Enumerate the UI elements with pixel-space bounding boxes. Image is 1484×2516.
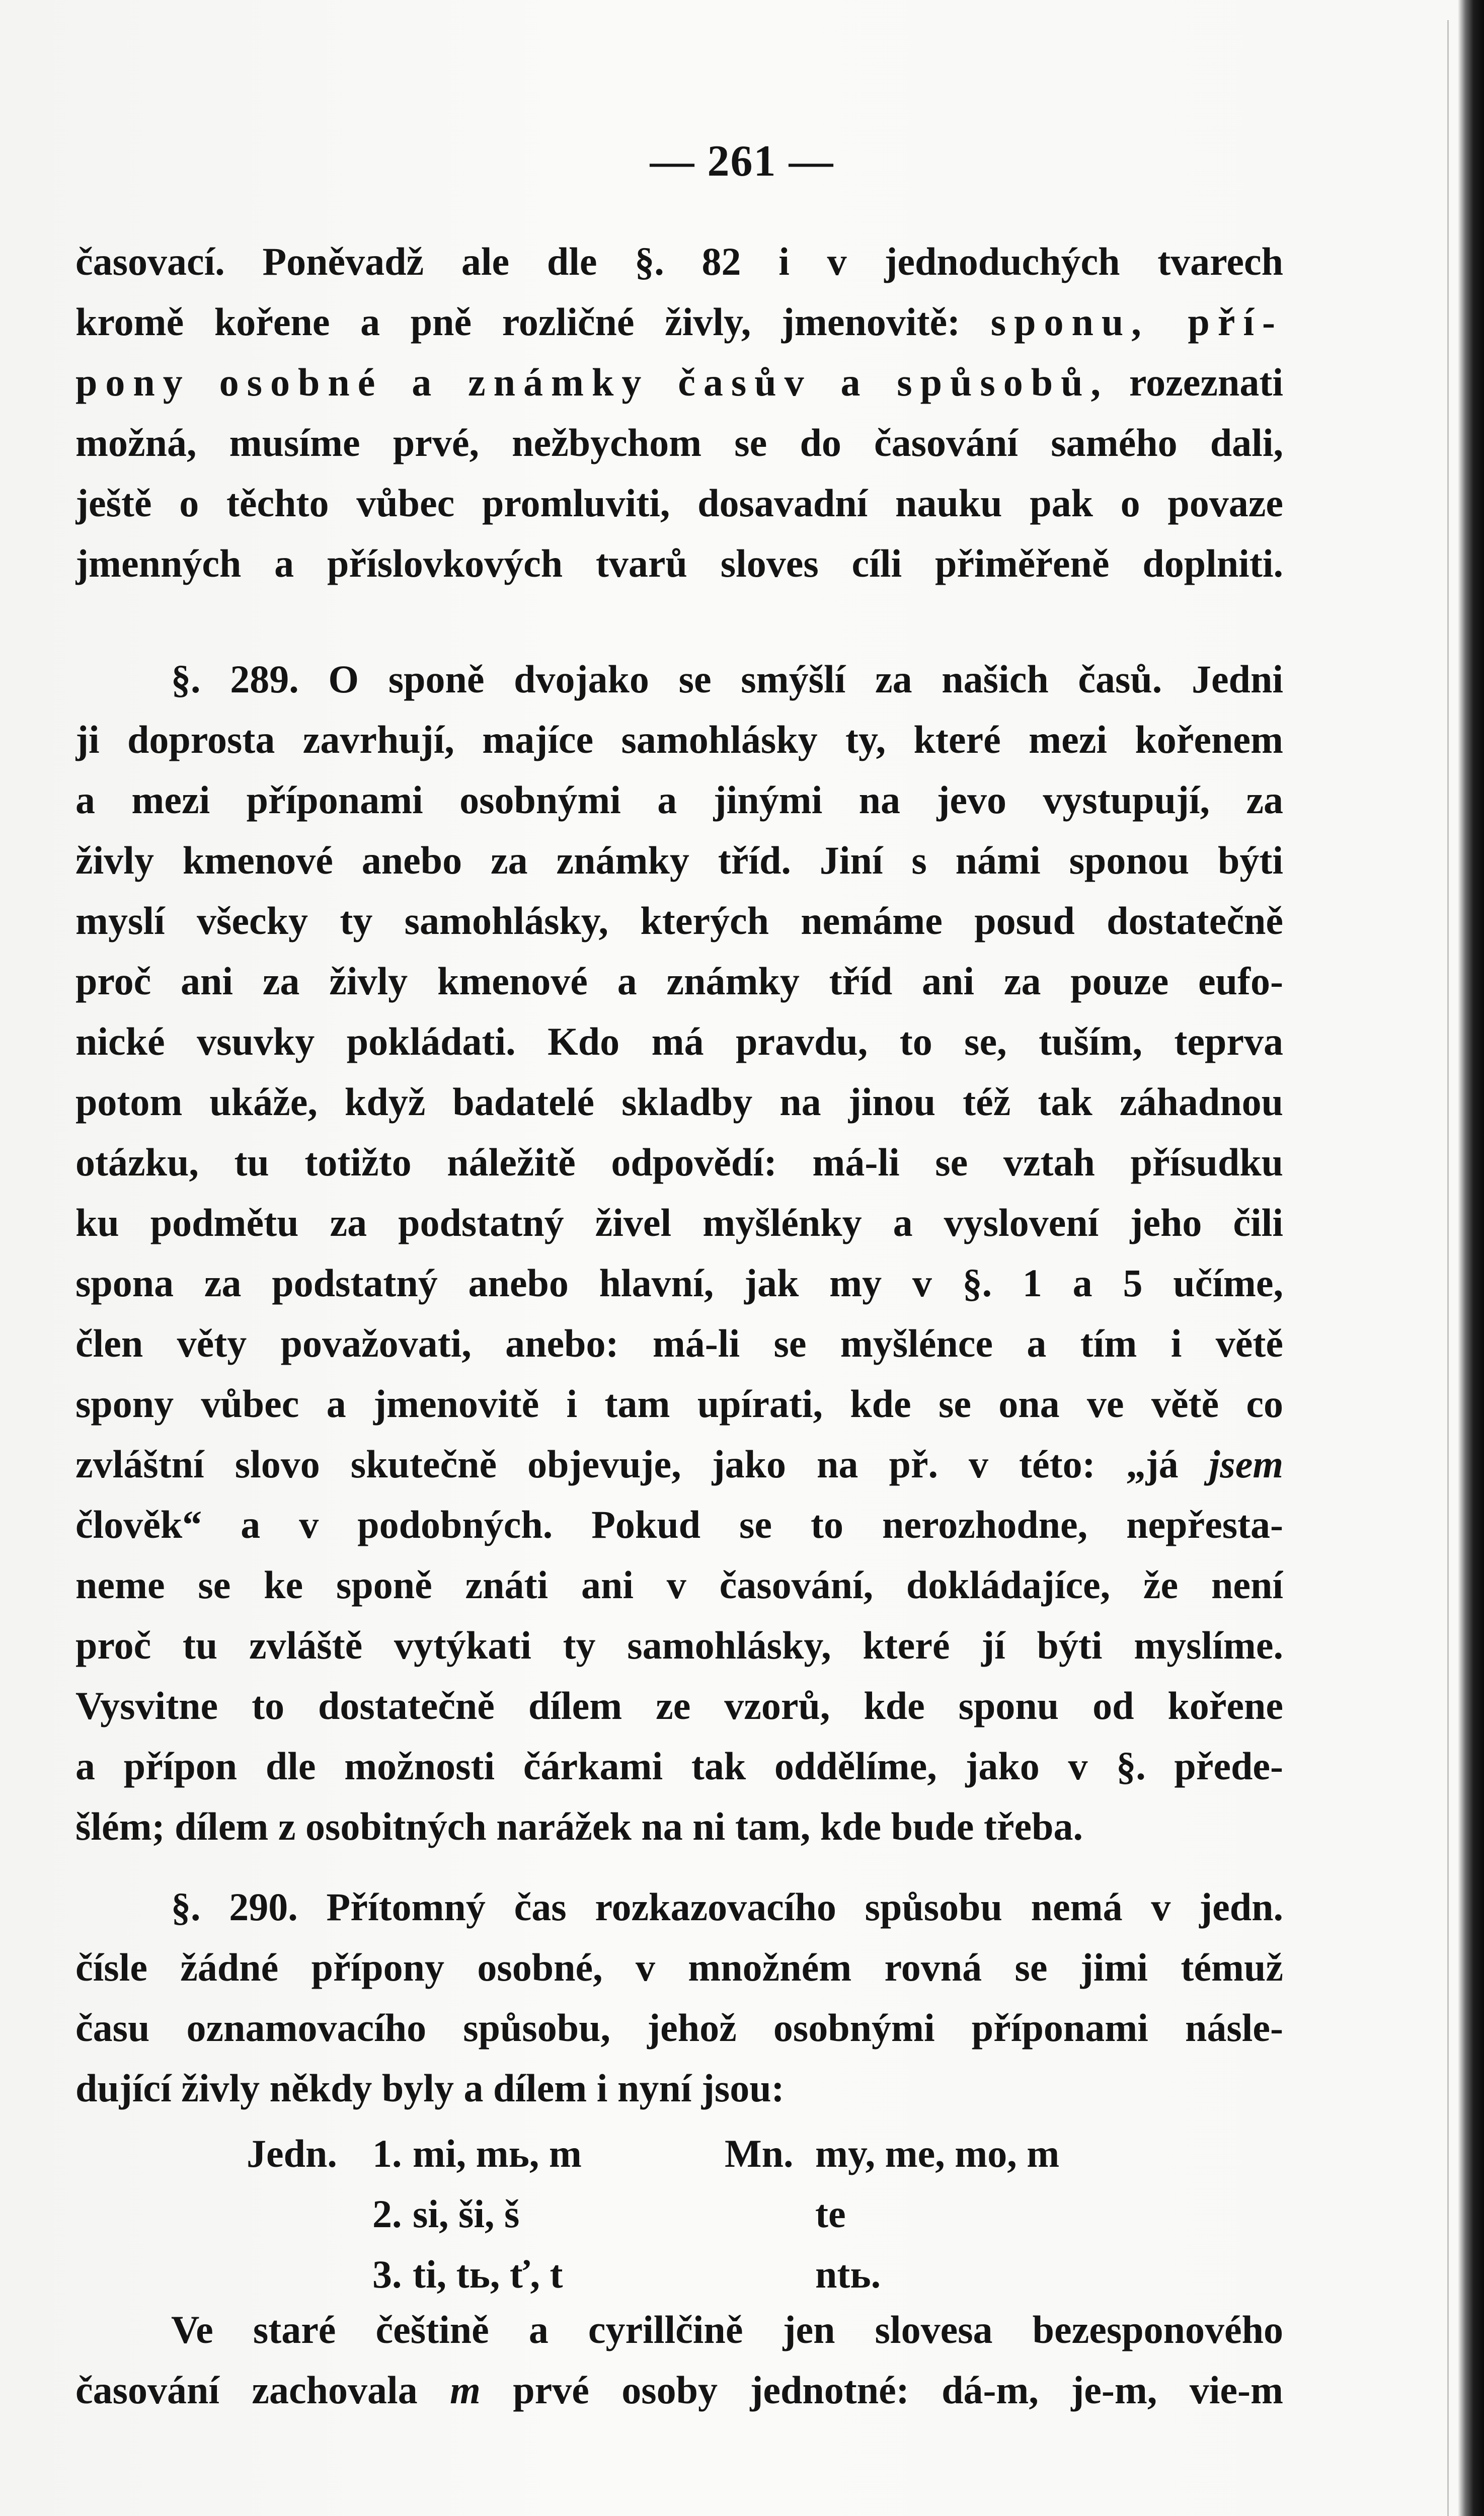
text-line: možná, musíme prvé, nežbychom se do časování samého dali, — [75, 421, 1283, 464]
text-line: času oznamovacího spůsobu, jehož osobnými příponami násle- — [75, 2006, 1283, 2050]
italic-letter: m — [450, 2368, 481, 2412]
singular-label: Jedn. — [247, 2132, 337, 2175]
text-fragment: rozeznati — [1109, 360, 1283, 404]
text-line: ještě o těchto vůbec promluviti, dosavadní nauku pak o povaze — [75, 481, 1283, 525]
plural-endings: ntь. — [815, 2252, 881, 2296]
text-fragment: prvé osoby jednotné: dá-m, je-m, vie-m — [480, 2368, 1283, 2412]
table-row — [75, 2184, 1283, 2244]
text-line: myslí všecky ty samohlásky, kterých nemáme posud dostatečně — [75, 899, 1283, 942]
page-number — [0, 136, 1484, 187]
plural-label: Mn. — [725, 2132, 794, 2175]
text-line: ku podmětu za podstatný živel myšlénky a vyslovení jeho čili — [75, 1201, 1283, 1244]
text-line: člověk“ a v podobných. Pokud se to nerozhodne, nepřesta- — [75, 1503, 1283, 1546]
text-line: proč ani za živly kmenové a známky tříd ani za pouze eufo- — [75, 959, 1283, 1003]
text-line: spona za podstatný anebo hlavní, jak my v §. 1 a 5 učíme, — [75, 1261, 1283, 1305]
page-fold-line — [1447, 20, 1449, 2516]
text-line: člen věty považovati, anebo: má-li se myšlénce a tím i větě — [75, 1321, 1283, 1365]
text-line: Ve staré češtině a cyrillčině jen slovesa bezesponového — [171, 2308, 1283, 2351]
italic-word: jsem — [1209, 1442, 1283, 1486]
singular-endings: mi, mь, m — [413, 2132, 582, 2175]
text-line: otázku, tu totižto náležitě odpovědí: má-li se vztah přísudku — [75, 1140, 1283, 1184]
text-line: dující živly někdy byly a dílem i nyní jsou: — [75, 2066, 785, 2110]
scanned-page-edge — [1458, 0, 1484, 2516]
plural-endings: te — [815, 2192, 846, 2236]
paragraph-final — [75, 2300, 1283, 2420]
text-line: potom ukáže, když badatelé skladby na jinou též tak záhadnou — [75, 1080, 1283, 1124]
plural-endings: my, me, mo, m — [815, 2132, 1060, 2175]
text-line — [75, 352, 1283, 413]
text-fragment: kromě kořene a pně rozličné živly, jmenovitě: — [75, 300, 991, 344]
text-line: a přípon dle možnosti čárkami tak oddělíme, jako v §. přede- — [75, 1744, 1283, 1788]
person-number: 3. — [372, 2252, 402, 2296]
spaced-term: pony osobné a známky časův a spůsobů, — [75, 360, 1109, 404]
text-line: ji doprosta zavrhují, majíce samohlásky ty, které mezi kořenem — [75, 718, 1283, 761]
text-line: a mezi příponami osobnými a jinými na jevo vystupují, za — [75, 778, 1283, 822]
text-fragment: časování zachovala — [75, 2368, 450, 2412]
page-number-text: — 261 — — [650, 137, 834, 186]
paragraph-289 — [75, 649, 1283, 1857]
text-line — [75, 292, 1283, 352]
singular-endings: si, ši, š — [413, 2192, 520, 2236]
text-line — [75, 2360, 1283, 2420]
paragraph-290 — [75, 1877, 1283, 2118]
table-row — [75, 2244, 1283, 2305]
text-line: šlém; dílem z osobitných narážek na ni tam, kde bude třeba. — [75, 1804, 1083, 1848]
text-line: neme se ke sponě znáti ani v časování, dokládajíce, že není — [75, 1563, 1283, 1607]
text-line: §. 289. O sponě dvojako se smýšlí za našich časů. Jedni — [171, 657, 1283, 701]
text-line: nické vsuvky pokládati. Kdo má pravdu, to se, tuším, teprva — [75, 1019, 1283, 1063]
text-line: spony vůbec a jmenovitě i tam upírati, kde se ona ve větě co — [75, 1382, 1283, 1426]
person-number: 1. — [372, 2132, 402, 2175]
text-line: časovací. Poněvadž ale dle §. 82 i v jednoduchých tvarech — [75, 240, 1283, 283]
text-line: jmenných a příslovkových tvarů sloves cíli přiměřeně doplniti. — [75, 541, 1283, 585]
text-line: živly kmenové anebo za známky tříd. Jiní s námi sponou býti — [75, 838, 1283, 882]
person-number: 2. — [372, 2192, 402, 2236]
text-line: §. 290. Přítomný čas rozkazovacího spůsobu nemá v jedn. — [171, 1885, 1283, 1929]
text-fragment: zvláštní slovo skutečně objevuje, jako na př. v této: „já — [75, 1442, 1209, 1486]
text-line: čísle žádné přípony osobné, v množném rovná se jimi témuž — [75, 1945, 1283, 1989]
text-line — [75, 1434, 1283, 1495]
text-line: proč tu zvláště vytýkati ty samohlásky, které jí býti myslíme. — [75, 1623, 1283, 1667]
paragraph-intro — [75, 231, 1283, 594]
personal-endings-table — [75, 2124, 1283, 2305]
spaced-term: sponu, pří- — [990, 300, 1283, 344]
table-row — [75, 2124, 1283, 2184]
singular-endings: ti, tь, ť, t — [413, 2252, 563, 2296]
text-line: Vysvitne to dostatečně dílem ze vzorů, kde sponu od kořene — [75, 1684, 1283, 1727]
